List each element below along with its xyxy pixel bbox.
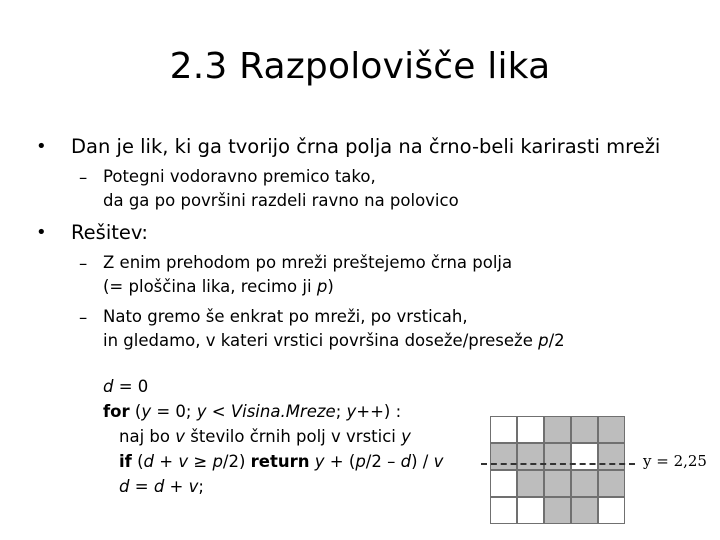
code-text: ) / [411,452,434,471]
grid-cell-filled [517,443,544,470]
var-d: d [153,477,165,496]
code-text: ; [198,477,204,496]
var-y: y [401,427,411,446]
bullet-1-text: Dan je lik, ki ga tvorijo črna polja na črno-beli karirasti mreži [71,135,661,158]
var-y: y [141,402,152,421]
text-fragment: (= ploščina lika, recimo ji [103,277,317,296]
code-line-5 [119,476,204,498]
grid-cell-empty [598,497,625,524]
grid-cell-filled [598,416,625,443]
bullet-2-sub-2-line-1: Nato gremo še enkrat po mreži, po vrsticah, [103,307,468,326]
code-text: = 0; [151,402,197,421]
code-text: = 0 [113,377,149,396]
keyword-if: if [119,452,132,471]
var-y: y [346,402,357,421]
grid-cell-empty [517,416,544,443]
code-text: ≥ [188,452,213,471]
bisector-dashed-line [481,463,635,465]
code-text: /2) [222,452,251,471]
bullet-2-text: Rešitev: [71,221,148,244]
code-text: ( [129,402,142,421]
grid-cell-empty [571,443,598,470]
code-text: naj bo [119,427,176,446]
code-line-3 [119,426,411,448]
code-text: ++) : [356,402,402,421]
grid-cell-filled [544,470,571,497]
grid-cell-filled [544,443,571,470]
grid-cell-filled [571,416,598,443]
grid-cell-filled [598,443,625,470]
keyword-return: return [250,452,310,471]
code-text: število črnih polj v vrstici [184,427,402,446]
var-v: v [178,452,189,471]
var-d: d [400,452,412,471]
grid-cell-empty [517,497,544,524]
var-d: d [119,477,130,496]
var-p: p [538,331,549,350]
code-line-2 [103,401,401,423]
grid-cell-filled [571,497,598,524]
var-v: v [188,477,199,496]
var-y: y [196,402,207,421]
code-text: /2 – [365,452,401,471]
grid-cell-filled [598,470,625,497]
var-v: v [433,452,444,471]
code-text: ( [131,452,144,471]
code-text: + [164,477,189,496]
bisector-label: y = 2,25 [643,452,707,470]
dash-symbol: – [79,308,88,327]
var-visina-mreze: Visina.Mreze [230,402,336,421]
grid-cell-filled [544,497,571,524]
code-line-4 [119,451,443,473]
bullet-2-sub-1-line-2 [103,277,334,296]
code-text: < [206,402,231,421]
var-p: p [355,452,366,471]
code-text: + ( [324,452,356,471]
grid-cell-filled [517,470,544,497]
dash-symbol: – [79,168,88,187]
text-fragment: /2 [548,331,565,350]
keyword-for: for [103,402,130,421]
grid-cell-filled [571,470,598,497]
var-d: d [143,452,155,471]
code-text: ; [335,402,347,421]
code-text: + [154,452,179,471]
grid-cell-empty [490,497,517,524]
text-fragment: in gledamo, v kateri vrstici površina doseže/preseže [103,331,539,350]
grid-cell-filled [490,443,517,470]
bullet-2-sub-2-line-2 [103,331,565,350]
code-line-1 [103,376,148,398]
bullet-dot: • [36,222,47,243]
checkered-grid-figure [490,416,625,524]
slide-title: 2.3 Razpolovišče lika [169,46,551,87]
bullet-dot: • [36,136,47,157]
var-p: p [316,277,328,296]
bullet-1-sub-1-line-1: Potegni vodoravno premico tako, [103,167,376,186]
text-fragment: ) [327,277,334,296]
var-d: d [103,377,114,396]
grid-cell-filled [544,416,571,443]
var-p: p [212,452,223,471]
grid-cell-empty [490,416,517,443]
var-y: y [314,452,325,471]
bullet-2-sub-1-line-1: Z enim prehodom po mreži preštejemo črna polja [103,253,513,272]
bullet-1-sub-1-line-2: da ga po površini razdeli ravno na polovico [103,191,459,210]
code-text: = [129,477,154,496]
dash-symbol: – [79,254,88,273]
var-v: v [175,427,185,446]
grid-cell-empty [490,470,517,497]
